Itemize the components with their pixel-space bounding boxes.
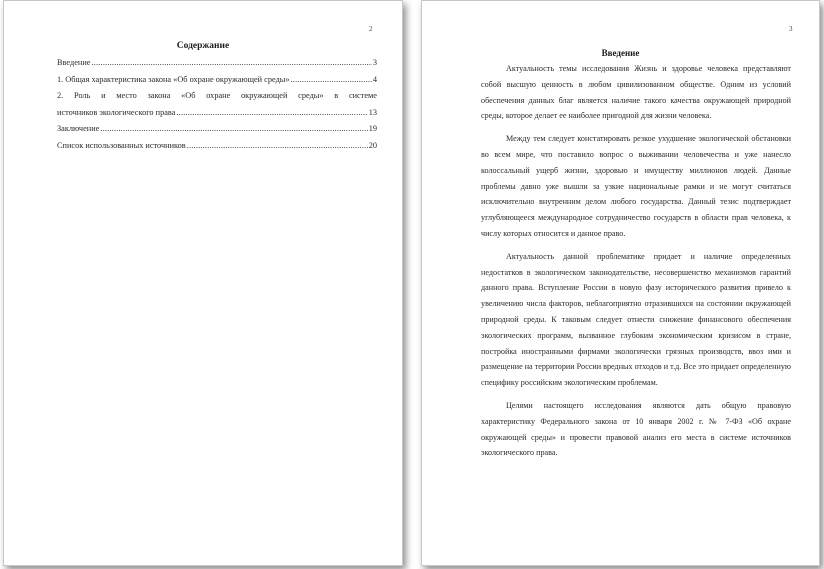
toc-leader-dots xyxy=(91,55,371,72)
toc-leader-dots xyxy=(100,121,367,138)
toc-title: Содержание xyxy=(176,41,230,51)
toc-item-chapter-2[interactable] xyxy=(57,88,377,121)
toc-item-page: 13 xyxy=(368,107,377,117)
toc-item-label: источников экологического права xyxy=(57,107,176,117)
toc-item-introduction[interactable] xyxy=(57,55,377,72)
page-number: 2 xyxy=(369,25,373,33)
toc-item-label: Список использованных источников xyxy=(57,140,186,150)
toc-item-label: 1. Общая характеристика закона «Об охране окружающей среды» xyxy=(57,74,290,84)
paragraph: Актуальность темы исследования Жизнь и здоровье человека представляют собой высшую ценность в любом цивилизованном обществе. Одним из условий обеспечения данных благ является наличие такого качества окружающей природной среды, которое делает ее наиболее пригодной для жизни человека. xyxy=(481,64,791,121)
toc-item-conclusion[interactable] xyxy=(57,121,377,138)
toc-item-page: 19 xyxy=(368,124,377,134)
paragraph: Между тем следует констатировать резкое ухудшение экологической обстановки во всем мире, что поставило вопрос о выживании человечества и уже нанесло колоссальный ущерб жизни, здоровью и имуществу миллионов людей. Данные проблемы давно уже вышли за узкие национальные рамки и не могут считаться исключительно внутренним делом любого государства. Данный тезис подтверждает углубляющееся международное сотрудничество государств в области прав человека, к числу которых относится и данное право. xyxy=(481,134,791,238)
document-page-left xyxy=(3,0,403,566)
paragraph: Целями настоящего исследования являются дать общую правовую характеристику Федерального закона от 10 января 2002 г. № 7-ФЗ «Об охране окружающей среды» и провести правовой анализ его места в системе источников экологического права. xyxy=(481,400,791,458)
document-page-right xyxy=(421,0,820,566)
toc-item-label: Заключение xyxy=(57,124,100,134)
toc-item-page: 20 xyxy=(368,140,377,150)
toc-item-label: Введение xyxy=(57,58,91,67)
toc-leader-dots xyxy=(176,105,367,122)
toc-item-page: 3 xyxy=(372,58,377,67)
table-of-contents xyxy=(57,55,377,155)
toc-leader-dots xyxy=(187,138,368,155)
toc-item-label-line1: 2. Роль и место закона «Об охране окружающей среды» в системе xyxy=(57,91,377,101)
section-title: Введение xyxy=(601,48,640,58)
toc-leader-dots xyxy=(291,72,372,89)
toc-item-chapter-1[interactable] xyxy=(57,72,377,89)
toc-item-page: 4 xyxy=(372,74,377,84)
body-text xyxy=(481,61,791,468)
toc-item-references[interactable] xyxy=(57,138,377,155)
paragraph: Актуальность данной проблематике придает и наличие определенных недостатков в экологическом законодательстве, несовершенство механизмов гарантий данного права. Вступление России в новую фазу исторического развития привело к увеличению числа факторов, неблагоприятно отразившихся на состоянии окружающей природной среды. К таковым следует отнести снижение финансового обеспечения экологических программ, вызванное глубоким экономическим кризисом в стране, постройка иностранными фирмами экологически грязных производств, ввоз ими и размещение на территории России вредных отходов и т.д. Все это придает определенную специфику российским экологическим проблемам. xyxy=(481,251,791,388)
page-number: 3 xyxy=(789,25,793,33)
